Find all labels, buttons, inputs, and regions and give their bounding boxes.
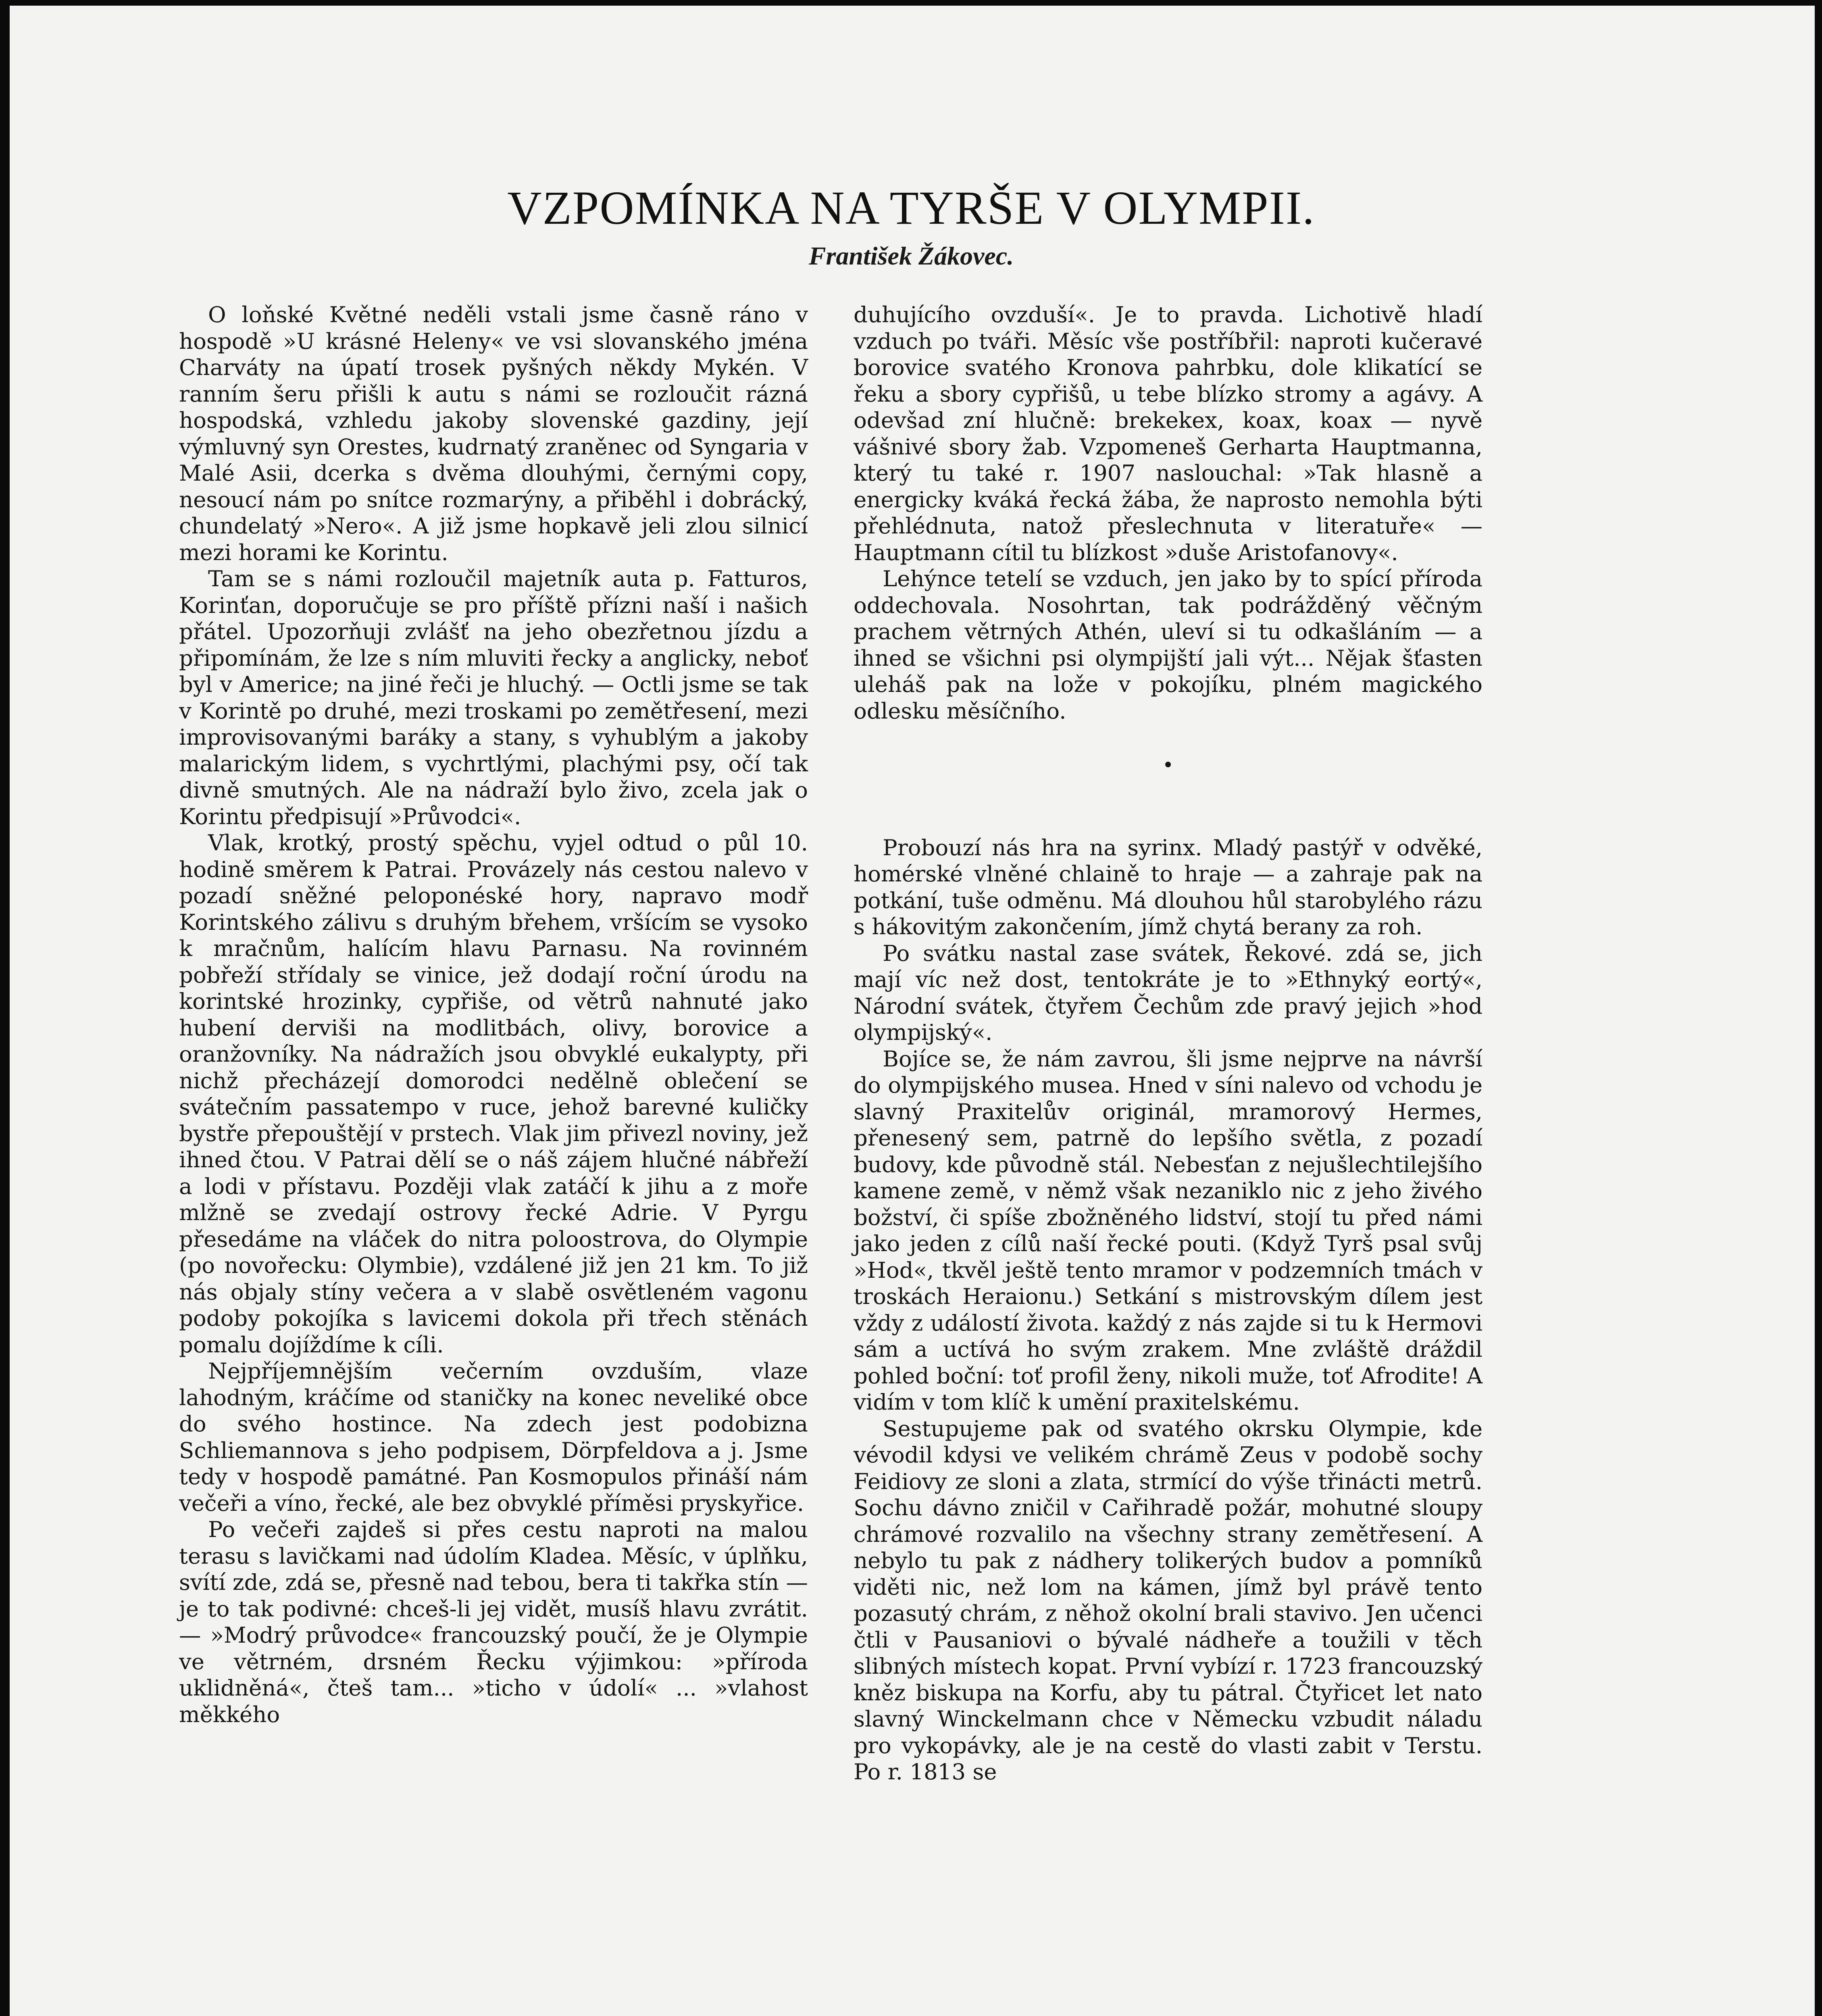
paragraph: Bojíce se, že nám zavrou, šli jsme nejprve na návrší do olympijského musea. Hned v síni nalevo od vchodu je slavný Praxitelův originál, mramorový Hermes, přenesený sem, patrně do lepšího světla, z pozadí budovy, kde původně stál. Nebesťan z nejušlechtilejšího kamene země, v němž však nezaniklo nic z jeho živého božství, či spíše zbožněného lidství, stojí tu před námi jako jeden z cílů naší řecké pouti. (Když Tyrš psal svůj »Hod«, tkvěl ještě tento mramor v podzemních tmách v troskách Heraionu.) Setkání s mistrovským dílem jest vždy z událostí života. každý z nás zajde si tu k Hermovi sám a uctívá ho svým zrakem. Mne zvláště dráždil pohled boční: toť profil ženy, nikoli muže, toť Afrodite! A vidím v tom klíč k umění praxitelskému. — [854, 1045, 1483, 1415]
section-separator: • — [1162, 754, 1174, 777]
paragraph: Sestupujeme pak od svatého okrsku Olympie, kde vévodil kdysi ve velikém chrámě Zeus v podobě sochy Feidiovy ze sloni a zlata, strmící do výše třinácti metrů. Sochu dávno zničil v Cařihradě požár, mohutné sloupy chrámové rozvalilo na všechny strany zemětřesení. A nebylo tu pak z nádhery tolikerých budov a pomníků viděti nic, než lom na kámen, jímž byl právě tento pozasutý chrám, z něhož okolní brali stavivo. Jen učenci čtli v Pausaniovi o bývalé nádheře a toužili v těch slibných místech kopat. První vybízí r. 1723 francouzský kněz biskupa na Korfu, aby tu pátral. Čtyřicet let nato slavný Winckelmann chce v Německu vzbudit náladu pro vykopávky, ale je na cestě do vlasti zabit v Terstu. Po r. 1813 se — [854, 1415, 1483, 1785]
paragraph: Probouzí nás hra na syrinx. Mladý pastýř v odvěké, homérské vlněné chlaině to hraje — a zahraje pak na potkání, tuše odměnu. Má dlouhou hůl starobylého rázu s hákovitým zakončením, jímž chytá berany za roh. — [854, 834, 1483, 939]
paragraph: O loňské Květné neděli vstali jsme časně ráno v hospodě »U krásné Heleny« ve vsi slovanského jména Charváty na úpatí trosek pyšných někdy Mykén. V ranním šeru přišli k autu s námi se rozloučit rázná hospodská, vzhledu jakoby slovenské gazdiny, její výmluvný syn Orestes, kudrnatý zraněnec od Syngaria v Malé Asii, dcerka s dvěma dlouhými, černými copy, nesoucí nám po snítce rozmarýny, a přiběhl i dobrácký, chundelatý »Nero«. A již jsme hopkavě jeli zlou silnicí mezi horami ke Korintu. — [179, 302, 808, 565]
paragraph-continued: duhujícího ovzduší«. Je to pravda. Lichotivě hladí vzduch po tváři. Měsíc vše postříbřil: naproti kučeravé borovice svatého Kronova pahrbku, dole klikatící se řeku a sbory cypřišů, u tebe blízko stromy a agávy. A odevšad zní hlučně: brekekex, koax, koax — nyvě vášnivé sbory žab. Vzpomeneš Gerharta Hauptmanna, který tu také r. 1907 naslouchal: »Tak hlasně a energicky kváká řecká žába, že naprosto nemohla býti přehlédnuta, natož přeslechnuta v literatuře« — Hauptmann cítil tu blízkost »duše Aristofanovy«. — [854, 302, 1483, 565]
paragraph: Tam se s námi rozloučil majetník auta p. Fatturos, Korinťan, doporučuje se pro příště přízni naší i našich přátel. Upozorňuji zvlášť na jeho obezřetnou jízdu a připomínám, že lze s ním mluviti řecky a anglicky, neboť byl v Americe; na jiné řeči je hluchý. — Octli jsme se tak v Korintě po druhé, mezi troskami po zemětřesení, mezi improvisovanými baráky a stany, s vyhublým a jakoby malarickým lidem, s vychrtlými, plachými psy, očí tak divně smutných. Ale na nádraží bylo živo, zcela jak o Korintu předpisují »Průvodci«. — [179, 566, 808, 829]
paragraph: Po večeři zajdeš si přes cestu naproti na malou terasu s lavičkami nad údolím Kladea. Měsíc, v úplňku, svítí zde, zdá se, přesně nad tebou, bera ti takřka stín — je to tak podivné: chceš-li jej vidět, musíš hlavu zvrátit. — »Modrý průvodce« francouzský poučí, že je Olympie ve větrném, drsném Řecku výjimkou: »příroda uklidněná«, čteš tam... »ticho v údolí« ... »vlahost měkkého — [179, 1516, 808, 1727]
scan-border-top — [0, 0, 1822, 6]
left-column — [179, 302, 808, 1728]
article-title: VZPOMÍNKA NA TYRŠE V OLYMPII. — [507, 181, 1315, 234]
article-author: František Žákovec. — [808, 242, 1014, 270]
scan-border-right — [1815, 0, 1822, 2016]
paragraph: Nejpříjemnějším večerním ovzduším, vlaze lahodným, kráčíme od staničky na konec neveliké obce do svého hostince. Na zdech jest podobizna Schliemannova s jeho podpisem, Dörpfeldova a j. Jsme tedy v hospodě památné. Pan Kosmopulos přináší nám večeři a víno, řecké, ale bez obvyklé příměsi pryskyřice. — [179, 1358, 808, 1516]
paragraph: Vlak, krotký, prostý spěchu, vyjel odtud o půl 10. hodině směrem k Patrai. Provázely nás cestou nalevo v pozadí sněžné peloponéské hory, napravo modř Korintského zálivu s druhým břehem, vršícím se vysoko k mračnům, halícím hlavu Parnasu. Na rovinném pobřeží střídaly se vinice, jež dodají roční úrodu na korintské hrozinky, cypřiše, od větrů nahnuté jako hubení derviši na modlitbách, olivy, borovice a oranžovníky. Na nádražích jsou obvyklé eukalypty, při nichž přecházejí domorodci nedělně oblečení se svátečním passatempo v ruce, jehož barevné kuličky bystře přepouštějí v prstech. Vlak jim přivezl noviny, jež ihned čtou. V Patrai dělí se o náš zájem hlučné nábřeží a lodi v přístavu. Později vlak zatáčí k jihu a z moře mlžně se zvedají ostrovy řecké Adrie. V Pyrgu přesedáme na vláček do nitra poloostrova, do Olympie (po novořecku: Olymbie), vzdálené již jen 21 km. To již nás objaly stíny večera a v slabě osvětleném vagonu podoby pokojíka s lavicemi dokola při třech stěnách pomalu dojíždíme k cíli. — [179, 830, 808, 1358]
right-column — [854, 302, 1483, 1785]
paragraph: Lehýnce tetelí se vzduch, jen jako by to spící příroda oddechovala. Nosohrtan, tak podrážděný věčným prachem větrných Athén, uleví si tu odkašláním — a ihned se všichni psi olympijští jali výt... Nějak šťasten uleháš pak na lože v pokojíku, plném magického odlesku měsíčního. — [854, 566, 1483, 724]
paragraph: Po svátku nastal zase svátek, Řekové. zdá se, jich mají víc než dost, tentokráte je to »Ethnyký eortý«, Národní svátek, čtyřem Čechům zde pravý jejich »hod olympijský«. — [854, 940, 1483, 1045]
scan-border-left — [0, 0, 10, 2016]
